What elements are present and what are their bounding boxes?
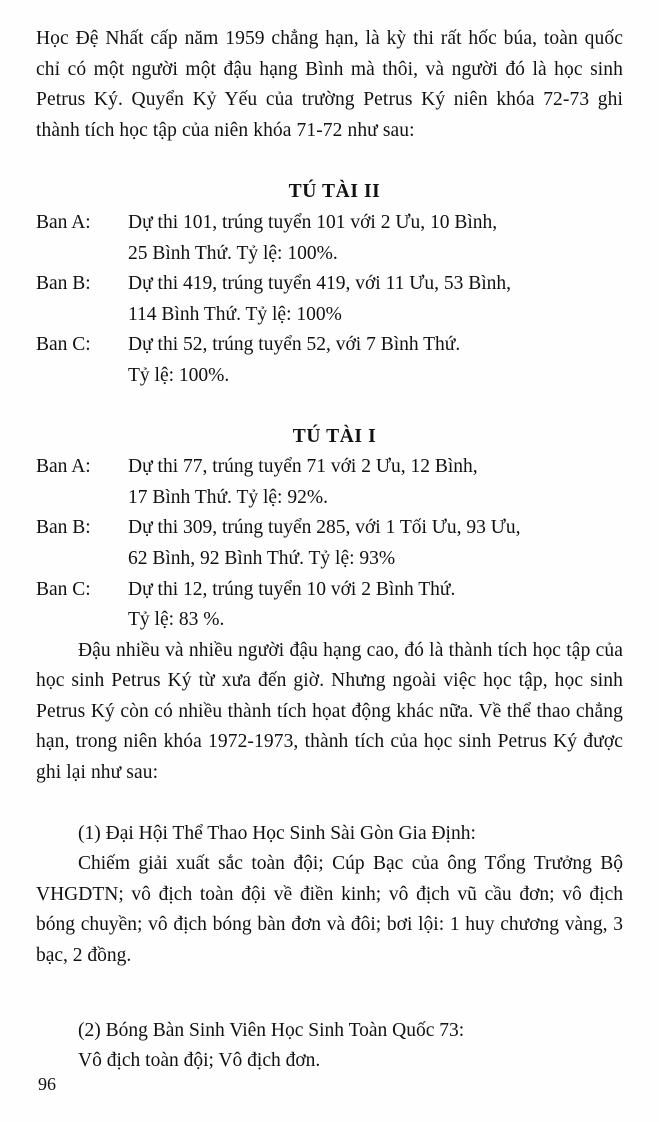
item-1-body-line-4: lội: 1 huy chương vàng, 3 bạc, 2 đồng. bbox=[36, 914, 623, 967]
tu-tai-1-row-ban-b bbox=[36, 513, 623, 574]
item-1-title: (1) Đại Hội Thể Thao Học Sinh Sài Gòn Gia Định: bbox=[78, 822, 476, 844]
item-1-body-line-3: cầu đơn; vô địch bóng chuyền; vô địch bóng bàn đơn và đôi; bơi bbox=[36, 883, 623, 936]
item-2-body: Vô địch toàn đội; Vô địch đơn. bbox=[78, 1050, 321, 1072]
tu-tai-1-row-ban-a bbox=[36, 452, 623, 513]
tu-tai-2-row-ban-a bbox=[36, 208, 623, 269]
ban-detail-line: 114 Bình Thứ. Tỷ lệ: 100% bbox=[128, 303, 342, 325]
ban-detail-line: 17 Bình Thứ. Tỷ lệ: 92%. bbox=[128, 486, 328, 508]
ban-detail bbox=[128, 513, 623, 574]
intro-line-4: Petrus Ký niên khóa 72-73 ghi thành tích học tập của niên khóa bbox=[36, 89, 623, 141]
item-1-body bbox=[36, 849, 623, 971]
achievements-line-4: khác nữa. Về thể thao chẳng hạn, trong niên khóa 1972-1973, bbox=[36, 700, 623, 753]
page-body-column bbox=[36, 24, 623, 1077]
intro-paragraph bbox=[36, 24, 623, 146]
ban-label: Ban A: bbox=[36, 211, 91, 233]
achievements-line-2: học tập của học sinh Petrus Ký từ xưa đến giờ. Nhưng ngoài việc bbox=[36, 639, 624, 692]
tu-tai-1-row-ban-c bbox=[36, 575, 623, 636]
ban-detail-line: Dự thi 52, trúng tuyển 52, với 7 Bình Thứ. bbox=[128, 334, 461, 356]
ban-detail-line: Tỷ lệ: 100%. bbox=[128, 364, 230, 386]
section-heading-tu-tai-2: TÚ TÀI II bbox=[288, 181, 381, 203]
ban-detail-line: Dự thi 77, trúng tuyển 71 với 2 Ưu, 12 Bình, bbox=[128, 456, 478, 478]
ban-label: Ban B: bbox=[36, 273, 91, 295]
ban-detail-line: 62 Bình, 92 Bình Thứ. Tỷ lệ: 93% bbox=[128, 547, 396, 569]
ban-detail bbox=[128, 269, 623, 330]
achievements-line-1: Đậu nhiều và nhiều người đậu hạng cao, đó là thành tích bbox=[78, 639, 528, 661]
spacer bbox=[36, 972, 623, 1016]
ban-label: Ban C: bbox=[36, 334, 91, 356]
ban-detail bbox=[128, 208, 623, 269]
intro-line-5: 71-72 như sau: bbox=[296, 119, 415, 141]
tu-tai-2-row-ban-b bbox=[36, 269, 623, 330]
spacer bbox=[36, 146, 623, 177]
intro-line-3: người đó là học sinh Petrus Ký. Quyển Kỷ Yếu của trường bbox=[36, 58, 623, 111]
ban-detail-line: Dự thi 101, trúng tuyển 101 với 2 Ưu, 10 Bình, bbox=[128, 211, 498, 233]
spacer bbox=[36, 789, 623, 819]
ban-detail-line: 25 Bình Thứ. Tỷ lệ: 100%. bbox=[128, 242, 338, 264]
ban-detail bbox=[128, 452, 623, 513]
item-1-body-line-2: Trưởng Bộ VHGDTN; vô địch toàn đội về điền kinh; vô địch vũ bbox=[36, 853, 624, 905]
ban-detail bbox=[128, 575, 623, 636]
item-2-title: (2) Bóng Bàn Sinh Viên Học Sinh Toàn Quốc 73: bbox=[78, 1019, 465, 1041]
intro-line-2: toàn quốc chỉ có một người một đậu hạng Bình mà thôi, và bbox=[36, 28, 623, 80]
achievements-paragraph bbox=[36, 636, 623, 789]
ban-detail-line: Dự thi 419, trúng tuyển 419, với 11 Ưu, 53 Bình, bbox=[128, 273, 512, 295]
ban-detail-line: Dự thi 12, trúng tuyển 10 với 2 Bình Thứ. bbox=[128, 578, 456, 600]
ban-label: Ban B: bbox=[36, 517, 91, 539]
achievements-line-5: thành tích của học sinh Petrus Ký được ghi lại như sau: bbox=[36, 731, 623, 784]
page-number: 96 bbox=[38, 1074, 56, 1094]
item-1-body-line-1: Chiếm giải xuất sắc toàn đội; Cúp Bạc của ông Tổng bbox=[78, 853, 526, 875]
section-heading-tu-tai-1: TÚ TÀI I bbox=[292, 425, 377, 447]
intro-line-1: Học Đệ Nhất cấp năm 1959 chẳng hạn, là kỳ thi rất hốc búa, bbox=[36, 28, 538, 49]
achievements-line-3: học tập, học sinh Petrus Ký còn có nhiều thành tích họat động bbox=[36, 670, 623, 722]
ban-detail-line: Tỷ lệ: 83 %. bbox=[128, 609, 225, 631]
tu-tai-2-row-ban-c bbox=[36, 330, 623, 391]
ban-detail bbox=[128, 330, 623, 391]
spacer bbox=[36, 392, 623, 422]
ban-label: Ban C: bbox=[36, 578, 91, 600]
ban-label: Ban A: bbox=[36, 456, 91, 478]
ban-detail-line: Dự thi 309, trúng tuyển 285, với 1 Tối Ưu, 93 Ưu, bbox=[128, 517, 521, 539]
